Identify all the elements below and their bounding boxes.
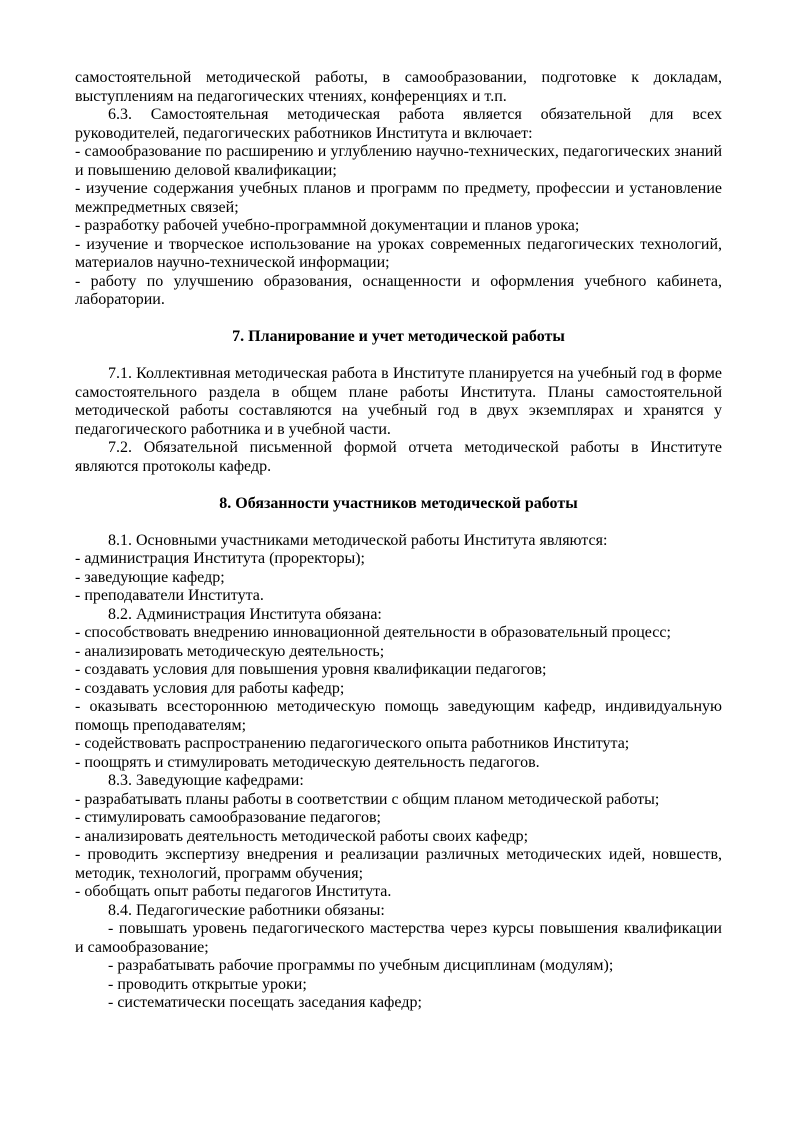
list-item: - заведующие кафедр; (75, 568, 225, 586)
list-item: - самообразование по расширению и углублению научно-технических, педагогических знаний и повышению деловой квалификации; (75, 143, 722, 179)
list-item: - анализировать деятельность методической работы своих кафедр; (75, 827, 529, 845)
list-item: - создавать условия для повышения уровня квалификации педагогов; (75, 661, 547, 678)
paragraph: 8.2. Администрация Института обязана: (108, 605, 382, 623)
section-heading: 7. Планирование и учет методической работы (232, 328, 565, 345)
list-item: - работу по улучшению образования, оснащенности и оформления учебного кабинета, лаборатории. (75, 272, 722, 308)
paragraph: 7.2. Обязательной письменной формой отчета методической работы в Институте являются протоколы кафедр. (75, 439, 722, 475)
paragraph: 8.1. Основными участниками методической работы Института являются: (108, 531, 608, 549)
paragraph: 8.3. Заведующие кафедрами: (108, 772, 304, 789)
list-item: - оказывать всестороннюю методическую помощь заведующим кафедр, индивидуальную помощь преподавателям; (75, 698, 722, 734)
list-item: - повышать уровень педагогического мастерства через курсы повышения квалификации и самообразование; (75, 920, 722, 956)
list-item: - создавать условия для работы кафедр; (75, 679, 345, 697)
list-item: - преподаватели Института. (75, 587, 264, 604)
list-item: - способствовать внедрению инновационной деятельности в образовательный процесс; (75, 624, 671, 641)
list-item: - обобщать опыт работы педагогов Института. (75, 883, 392, 900)
list-item: - изучение и творческое использование на уроках современных педагогических технологий, материалов научно-технической информации; (75, 235, 722, 271)
list-item: - анализировать методическую деятельность; (75, 642, 385, 660)
list-item: - содействовать распространению педагогического опыта работников Института; (75, 735, 630, 752)
list-item: - администрация Института (проректоры); (75, 550, 365, 567)
paragraph: самостоятельной методической работы, в самообразовании, подготовке к докладам, выступлениям на педагогических чтениях, конференциях и т.п. (75, 69, 722, 105)
paragraph: 8.4. Педагогические работники обязаны: (108, 901, 385, 919)
list-item: - проводить открытые уроки; (108, 975, 307, 993)
list-item: - разрабатывать рабочие программы по учебным дисциплинам (модулям); (108, 957, 614, 974)
section-heading: 8. Обязанности участников методической работы (219, 494, 578, 512)
list-item: - разрабатывать планы работы в соответствии с общим планом методической работы; (75, 790, 660, 808)
list-item: - проводить экспертизу внедрения и реализации различных методических идей, новшеств, методик, технологий, программ обучения; (75, 846, 722, 882)
list-item: - стимулировать самообразование педагогов; (75, 809, 381, 826)
list-item: - изучение содержания учебных планов и программ по предмету, профессии и установление межпредметных связей; (75, 180, 722, 216)
list-item: - поощрять и стимулировать методическую деятельность педагогов. (75, 753, 540, 771)
paragraph: 7.1. Коллективная методическая работа в Институте планируется на учебный год в форме самостоятельного раздела в общем плане работы Института. Планы самостоятельной методической работы составляются на учебный год в двух экземплярах и хранятся у педагогического работника и в учебной части. (75, 365, 722, 438)
list-item: - систематически посещать заседания кафедр; (108, 994, 422, 1011)
page-content (75, 69, 722, 1013)
list-item: - разработку рабочей учебно-программной документации и планов урока; (75, 217, 580, 234)
paragraph: 6.3. Самостоятельная методическая работа является обязательной для всех руководителей, педагогических работников Института и включает: (75, 106, 722, 142)
